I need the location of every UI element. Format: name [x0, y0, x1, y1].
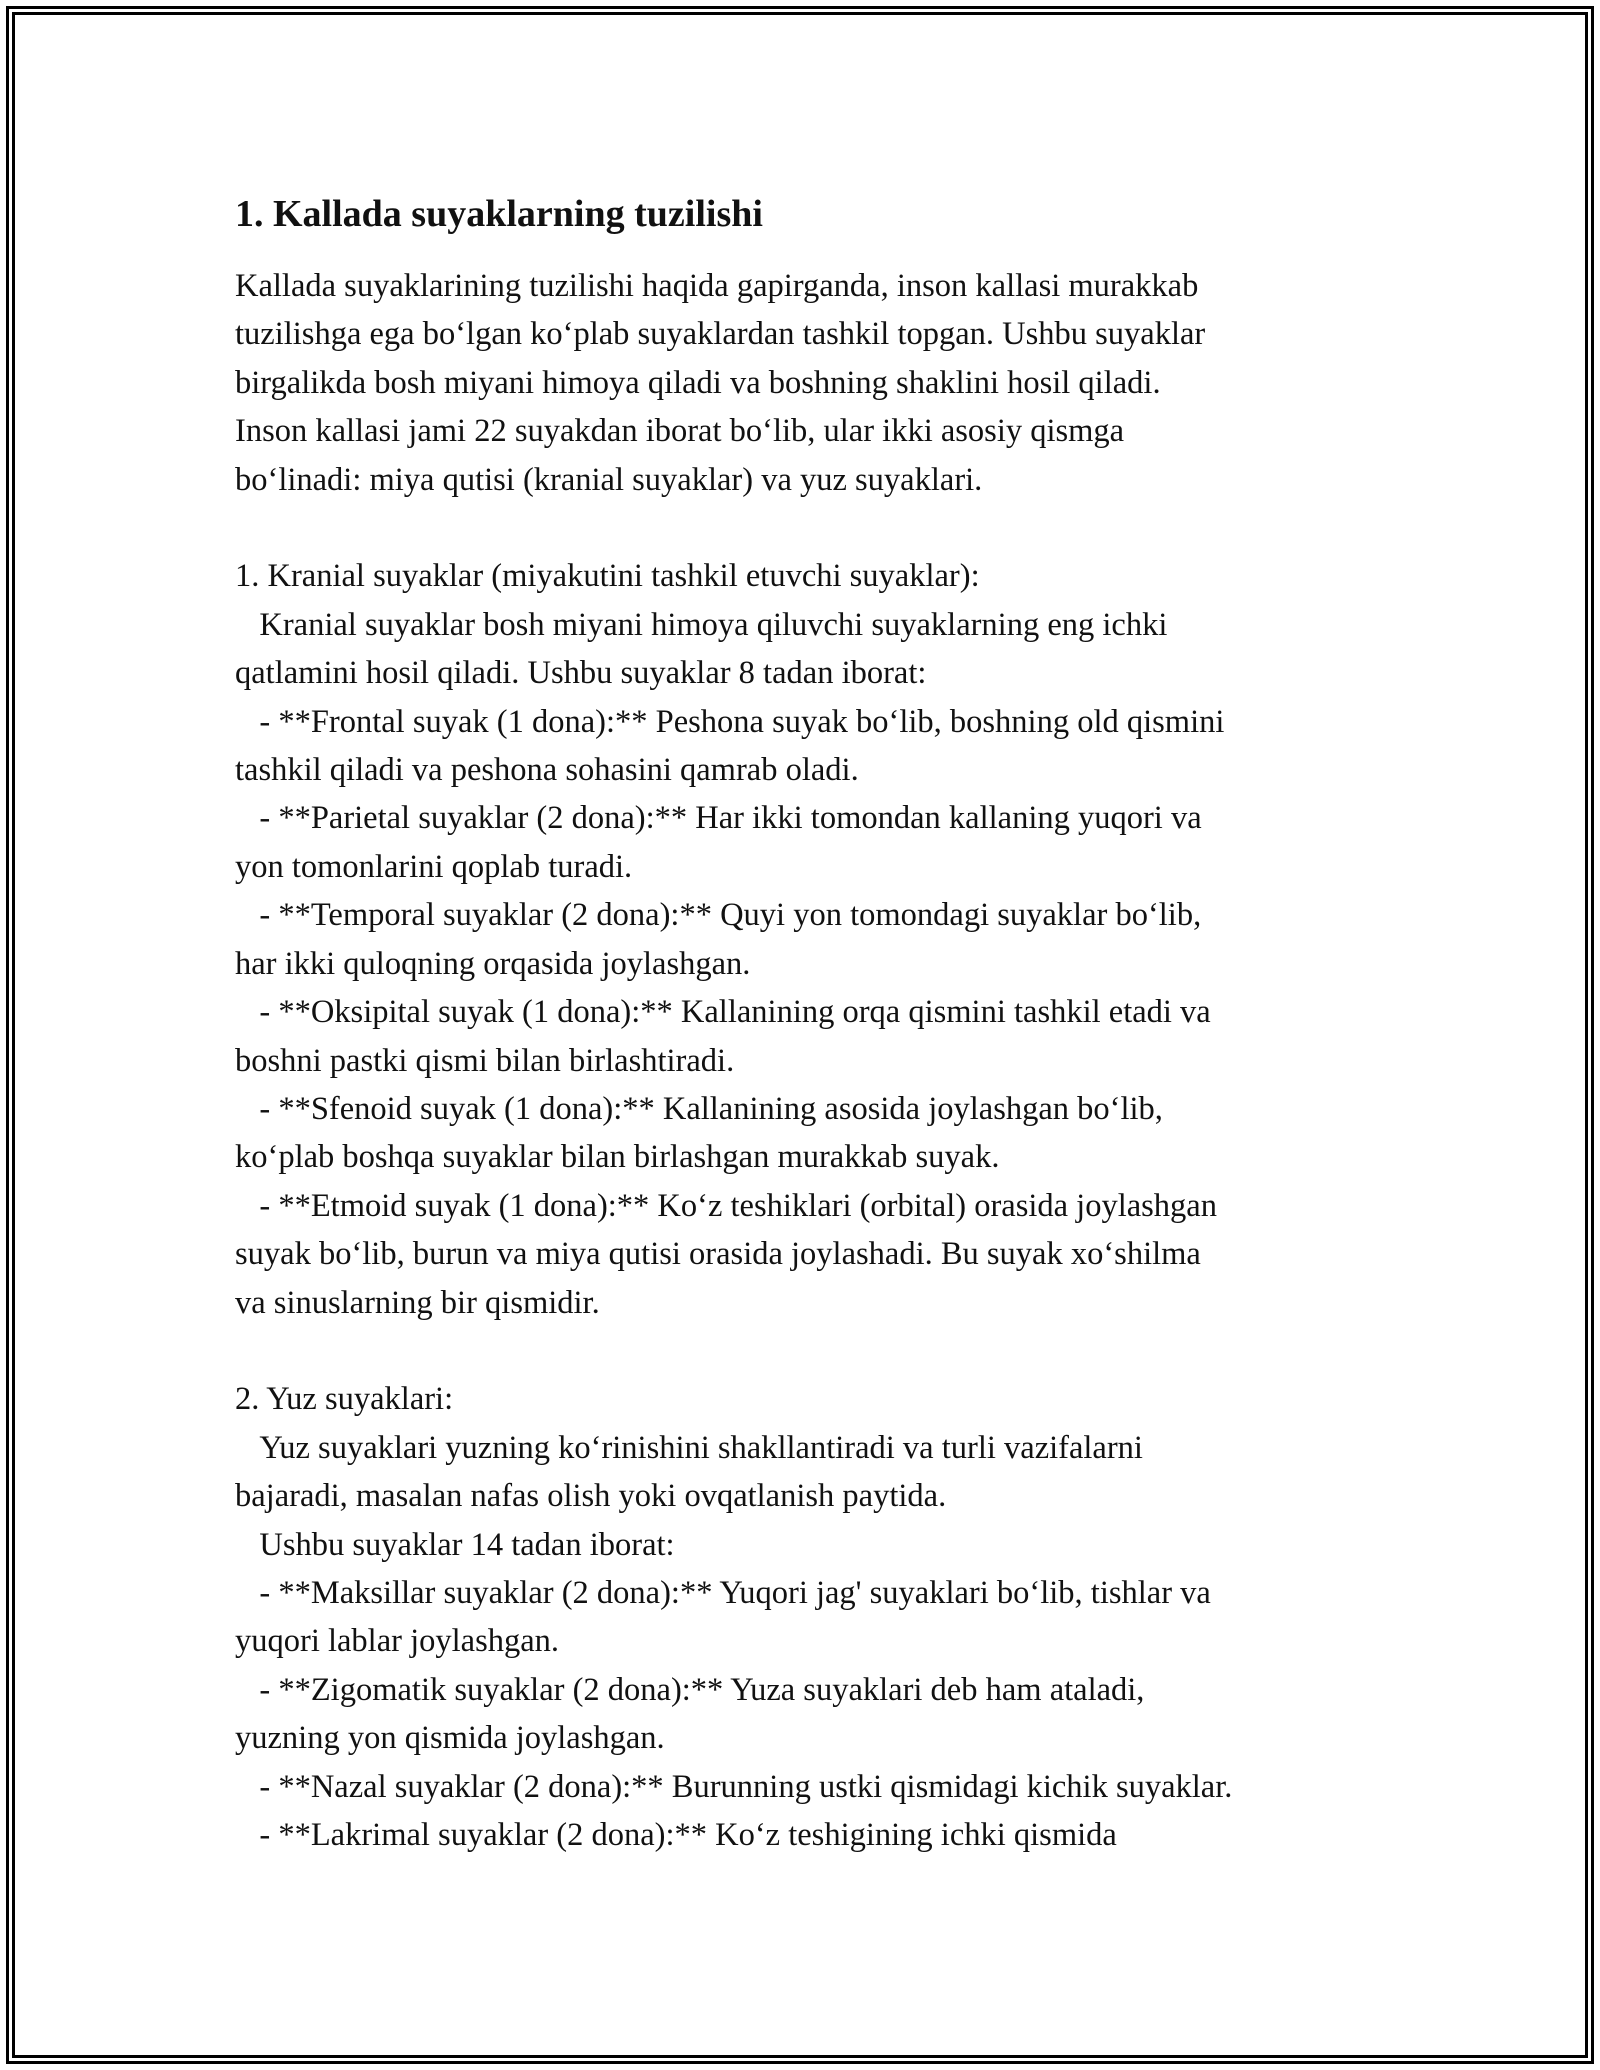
document-title: 1. Kallada suyaklarning tuzilishi: [235, 193, 763, 235]
document-page: [235, 188, 1395, 1859]
document-body: Kallada suyaklarining tuzilishi haqida gapirganda, inson kallasi murakkab tuzilishga ega bo‘lgan ko‘plab suyaklardan tashkil topgan. Ushbu suyaklar birgalikda bosh miyani himoya qiladi va boshning shaklini hosil qiladi. Inson kallasi jami 22 suyakdan iborat bo‘lib, ular ikki asosiy qismga bo‘linadi: miya qutisi (kranial suyaklar) va yuz suyaklari. 1. Kranial suyaklar (miyakutini tashkil etuvchi suyaklar): Kranial suyaklar bosh miyani himoya qiluvchi suyaklarning eng ichki qatlamini hosil qiladi. Ushbu suyaklar 8 tadan iborat: - **Frontal suyak (1 dona):** Peshona suyak bo‘lib, boshning old qismini tashkil qiladi va peshona sohasini qamrab oladi. - **Parietal suyaklar (2 dona):** Har ikki tomondan kallaning yuqori va yon tomonlarini qoplab turadi. - **Temporal suyaklar (2 dona):** Quyi yon tomondagi suyaklar bo‘lib, har ikki quloqning orqasida joylashgan. - **Oksipital suyak (1 dona):** Kallanining orqa qismini tashkil etadi va boshni pastki qismi bilan birlashtiradi. - **Sfenoid suyak (1 dona):** Kallanining asosida joylashgan bo‘lib, ko‘plab boshqa suyaklar bilan birlashgan murakkab suyak. - **Etmoid suyak (1 dona):** Ko‘z teshiklari (orbital) orasida joylashgan suyak bo‘lib, burun va miya qutisi orasida joylashadi. Bu suyak xo‘shilma va sinuslarning bir qismidir. 2. Yuz suyaklari: Yuz suyaklari yuzning ko‘rinishini shakllantiradi va turli vazifalarni bajaradi, masalan nafas olish yoki ovqatlanish paytida. Ushbu suyaklar 14 tadan iborat: - **Maksillar suyaklar (2 dona):** Yuqori jag' suyaklari bo‘lib, tishlar va yuqori lablar joylashgan. - **Zigomatik suyaklar (2 dona):** Yuza suyaklari deb ham ataladi, yuzning yon qismida joylashgan. - **Nazal suyaklar (2 dona):** Burunning ustki qismidagi kichik suyaklar. - **Lakrimal suyaklar (2 dona):** Ko‘z teshigining ichki qismida: [235, 268, 1233, 1853]
